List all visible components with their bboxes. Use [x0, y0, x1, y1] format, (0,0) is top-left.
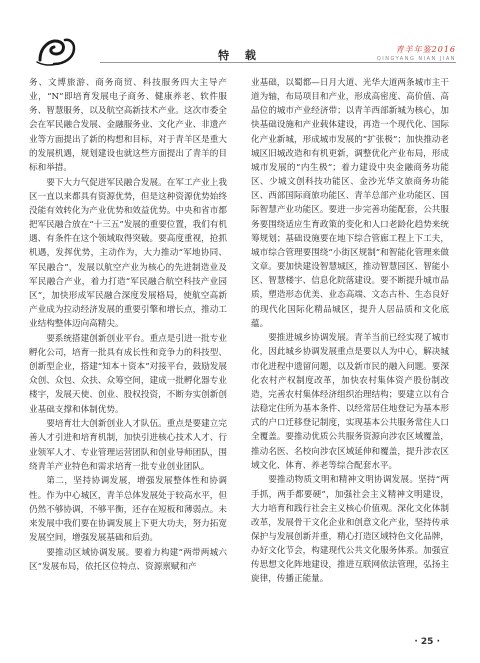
paragraph: 要推进城乡协调发展。青羊当前已经实现了城市化，因此城乡协调发展重点是要以人为中心，解决城市化进程中遗留问题，以及新市民的融入问题。要深化农村产权制度改革，加快农村集体资产股份制改造，完善农村集体经济组织治理结构；要建立以有合法稳定住所为基本条件、以经常居住地登记为基本形式的户口迁移登记制度，实现基本公共服务常住人口全覆盖。要推动优质公共服务资源向涉农区域覆盖，推动名医、名校向涉农区域延伸和覆盖，提升涉农区域文化、体育、养老等综合配套水平。: [251, 333, 449, 471]
paragraph: 业基础，以蜀都—日月大道、光华大道两条城市主干道为轴，布局项目和产业，形成高密度、高价值、高品位的城市产业经济带；以青羊西部新城为核心，加快基础设施和产业载体建设，再造一个现代化、国际化产业新城，形成城市发展的“扩张极”；加快推动老城区旧城改造和有机更新，调整优化产业布局，形成城市发展的“内生极”；着力建设中央金融商务功能区、少城文创科技功能区、金沙光华文旅商务功能区、西部国际商旅功能区、青羊总部产业功能区、国际智慧产业功能区。要进一步完善功能配套，公共服务要围绕适应生育政策的变化和人口老龄化趋势来统筹规划；基础设施要在地下综合管廊工程上下工夫，城市综合管理要围绕“小街区规制”和智能化管理来做文章。要加快建设智慧城区，推动智慧园区、智能小区、智慧楼宇、信息化院落建设。要不断提升城市品质，塑造形态优美、业态高端、文态古朴、生态良好的现代化国际化精品城区，提升人居品质和文化底蕴。: [251, 78, 449, 329]
right-column: [251, 76, 449, 587]
brand-subtitle: QINGYANG NIAN JIAN: [376, 56, 456, 62]
paragraph: 要培育壮大创新创业人才队伍。重点是要建立完善人才引进和培育机制，加快引进核心技术人才、行业领军人才、专业管理运营团队和创业导师团队，围绕青羊产业特色和需求培育一批专业创业团队。: [29, 419, 227, 472]
header-rule: [100, 62, 456, 63]
paragraph: 要下大力气促进军民融合发展。在军工产业上我区一直以来都具有资源优势，但是这种资源优势始终没能有效转化为产业优势和效益优势。中央和省市都把军民融合放在“十三五”发展的重要位置，我们有机遇、有条件在这个领域取得突破。要高度重视，抢抓机遇，发挥优势，主动作为，大力推动“军地协同、军民融合”，发展以航空产业为核心的先进制造业及军民融合产业，着力打造“军民融合航空科技产业园区”，加快形成军民融合深度发展格局，使航空高新产业成为拉动经济发展的重要引擎和增长点，推动工业结构整体迈向高精尖。: [29, 177, 227, 330]
paragraph: 要推动区域协调发展。要着力构建“两带两城六区”发展布局，依托区位特点、资源禀赋和产: [29, 547, 227, 572]
paragraph: 要系统搭建创新创业平台。重点是引进一批专业孵化公司，培育一批具有成长性和竞争力的科技型、创新型企业，搭建“知本＋资本”对接平台，鼓励发展众创、众包、众扶、众筹空间，建成一批孵化器专业楼宇，发展天使、创业、股权投资，不断夯实创新创业基础支撑和体制优势。: [29, 333, 227, 415]
brand-name: 青羊年鉴2016: [395, 45, 456, 54]
left-column: [29, 76, 227, 574]
page-number: · 25 ·: [414, 637, 440, 647]
paragraph: 要推动物质文明和精神文明协调发展。坚持“两手抓，两手都要硬”，加强社会主义精神文明建设，大力培育和践行社会主义核心价值观。深化文化体制改革，发展骨干文化企业和创意文化产业，坚持传承保护与发展创新并重，精心打造区域特色文化品牌，办好文化节会，构建现代公共文化服务体系。加强宣传思想文化阵地建设，推进互联网依法管理，弘扬主旋律，传播正能量。: [251, 475, 449, 585]
section-title: 特 载: [218, 49, 262, 62]
brand-block: [377, 44, 456, 62]
paragraph: 务、文博旅游、商务商贸、科技服务四大主导产业，“N”即培育发展电子商务、健康养老、软件服务、智慧服务，以及航空高新技术产业。这次市委全会在军民融合发展、金融服务业、文化产业、非遗产业等方面提出了新的构想和目标，对于青羊区是重大的发展机遇，规划建设也就这些方面提出了青羊的目标和举措。: [29, 78, 227, 173]
paragraph: 第二，坚持协调发展，增强发展整体性和协调性。作为中心城区，青羊总体发展处于较高水平，但仍然不够协调，不够平衡，还存在短板和薄弱点。未来发展中我们要在协调发展上下更大功夫，努力拓宽发展空间，增强发展基础和后劲。: [29, 476, 227, 543]
